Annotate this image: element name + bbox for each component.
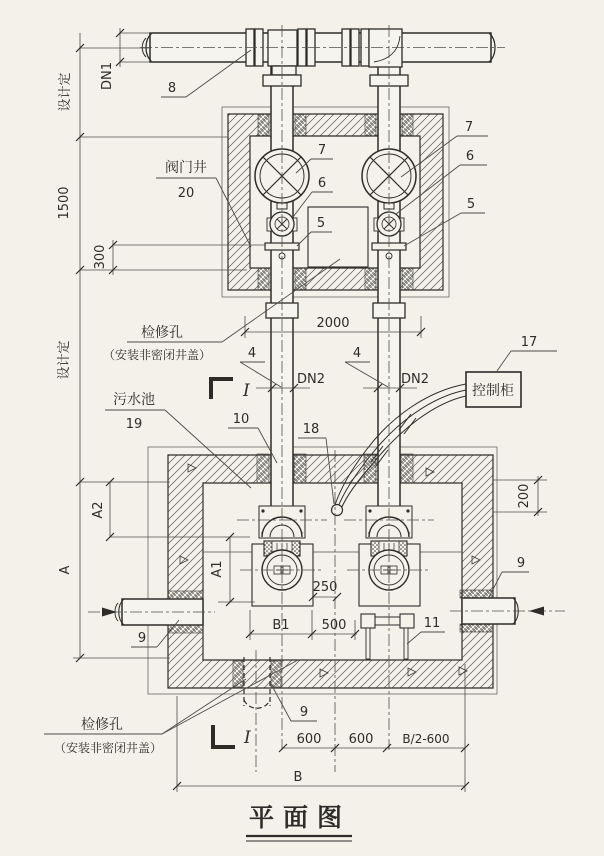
cable-anchor-point: [332, 505, 343, 516]
callout-17: 17: [520, 335, 538, 350]
callout-4-right: 4: [352, 346, 362, 361]
callout-6-left: 6: [317, 176, 327, 191]
callout-10: 10: [232, 412, 250, 427]
valve-well-number: 20: [177, 186, 195, 201]
dim-300: 300: [93, 244, 108, 270]
dim-A1: A1: [210, 560, 225, 578]
valve-well-label: 阀门井: [165, 160, 207, 176]
callout-7-right: 7: [464, 120, 474, 135]
title-block: [246, 803, 352, 841]
callout-18: 18: [302, 422, 320, 437]
dim-600-a: 600: [296, 732, 322, 747]
dim-design-set-mid: 设计定: [57, 340, 72, 380]
dim-B1: B1: [272, 618, 290, 633]
dim-DN1: DN1: [100, 61, 115, 91]
control-cabinet: [466, 372, 521, 407]
callout-9-center: 9: [299, 705, 309, 720]
callout-4-left: 4: [247, 346, 257, 361]
callout-5-right: 5: [466, 197, 476, 212]
dim-A: A: [58, 565, 73, 575]
access-hole-top-line1: 检修孔: [141, 325, 183, 341]
section-mark-bottom-label: I: [244, 728, 251, 748]
callout-9-left: 9: [137, 631, 147, 646]
dim-200: 200: [517, 483, 532, 509]
control-cabinet-label: 控制柜: [472, 383, 514, 399]
access-hole-bottom-line1: 检修孔: [81, 717, 123, 733]
dim-2000: 2000: [316, 316, 350, 331]
callout-5-left: 5: [316, 216, 326, 231]
callout-11: 11: [423, 616, 441, 631]
sewage-pool-number: 19: [125, 417, 143, 432]
access-hole-top-line2: （安装非密闭井盖）: [102, 348, 212, 362]
sewage-pool-label: 污水池: [113, 392, 155, 408]
dim-500: 500: [321, 618, 347, 633]
dim-B: B: [293, 770, 303, 785]
dim-1500: 1500: [57, 186, 72, 220]
callout-6-right: 6: [465, 149, 475, 164]
section-mark-top-label: I: [243, 381, 250, 401]
dim-DN2-right: DN2: [400, 372, 430, 387]
dim-design-set-top: 设计定: [58, 72, 73, 112]
dim-A2: A2: [91, 501, 106, 519]
dim-DN2-left: DN2: [296, 372, 326, 387]
dim-600-b: 600: [348, 732, 374, 747]
callout-7-left: 7: [317, 143, 327, 158]
access-hole-bottom-line2: （安装非密闭井盖）: [53, 741, 163, 755]
page-title: 平面图: [248, 803, 352, 832]
dim-250: 250: [312, 580, 338, 595]
dim-b-half: B/2-600: [402, 732, 450, 746]
callout-9-right: 9: [516, 556, 526, 571]
callout-8: 8: [167, 81, 177, 96]
